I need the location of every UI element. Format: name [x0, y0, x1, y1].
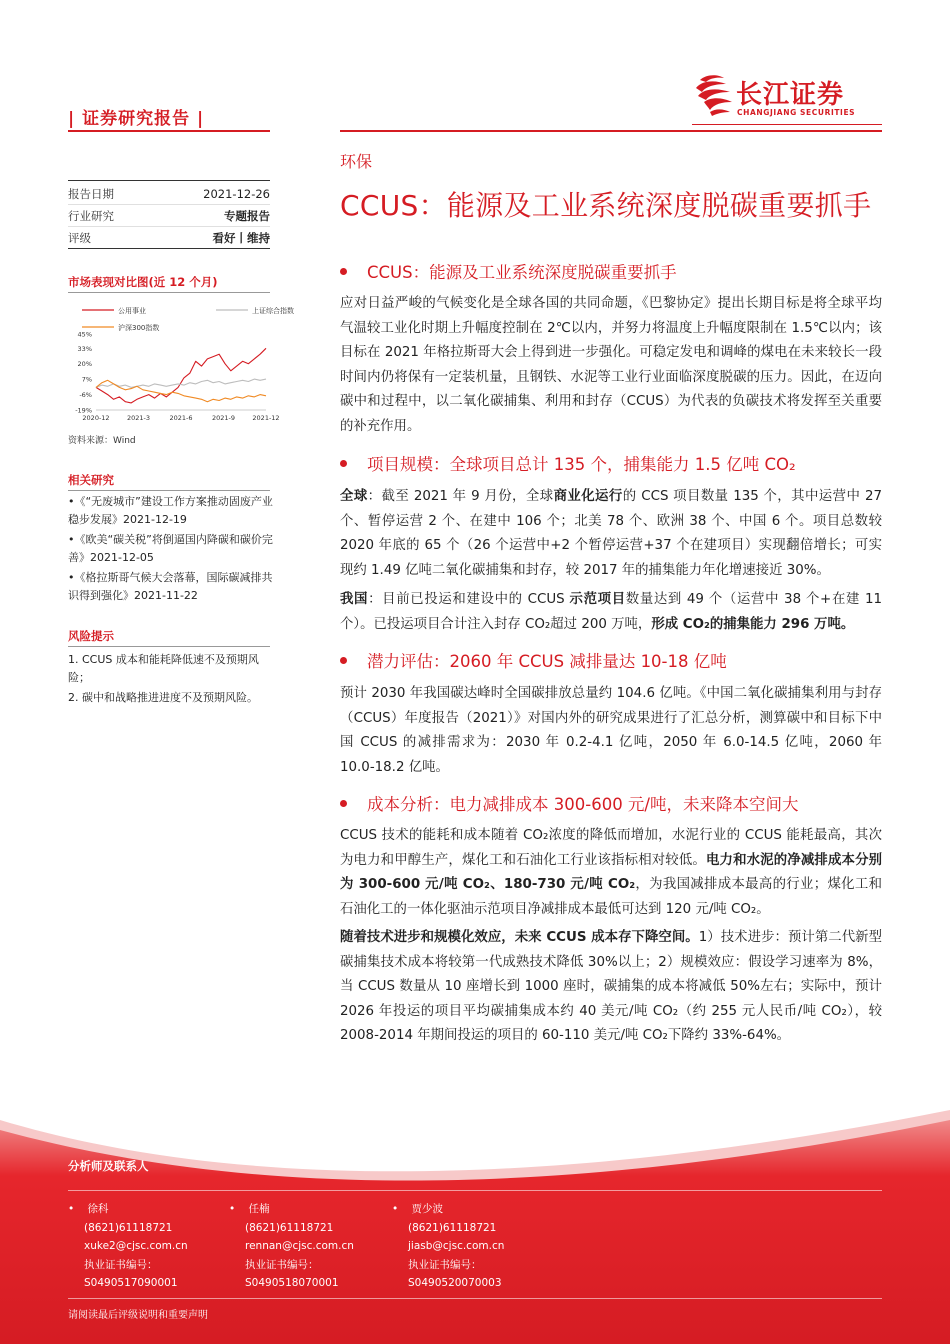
x-tick-label: 2021-9	[211, 414, 236, 422]
analyst-cert-label: 执业证书编号：	[84, 1258, 158, 1271]
rating-value: 看好丨维持	[212, 231, 270, 245]
analyst-cert: S0490518070001	[245, 1277, 339, 1289]
info-key: 行业研究	[68, 209, 114, 223]
y-tick-label: 7%	[81, 375, 92, 384]
right-header-rule	[340, 130, 882, 132]
person-icon: •	[229, 1203, 249, 1215]
chart-source: 资料来源：Wind	[68, 436, 136, 446]
legend-label: 沪深300指数	[118, 324, 160, 332]
brand-name-en: CHANGJIANG SECURITIES	[737, 108, 856, 117]
paragraph: CCUS 技术的能耗和成本随着 CO₂浓度的降低而增加，水泥行业的 CCUS 能耗最高，其次为电力和甲醇生产，煤化工和石油化工行业该指标相对较低。电力和水泥的净减排成本分别为 300-600 元/吨 CO₂、180-730 元/吨 CO₂，为我国减排成本最高的行业；煤化工和石油化工的一体化驱油示范项目净减排成本最低可达到 120 元/吨 CO₂。	[340, 828, 883, 917]
section-heading: 成本分析：电力减排成本 300-600 元/吨，未来降本空间大	[340, 791, 799, 815]
bullet-icon	[340, 800, 347, 807]
related-research-rule	[68, 490, 270, 491]
person-icon: •	[68, 1203, 88, 1215]
x-tick-label: 2021-12	[252, 414, 280, 422]
info-row-rating	[68, 227, 270, 249]
x-tick-label: 2020-12	[82, 414, 110, 422]
person-icon: •	[392, 1203, 412, 1215]
legend-label: 上证综合指数	[252, 307, 294, 315]
related-research-heading: 相关研究	[68, 473, 114, 487]
info-key: 报告日期	[68, 187, 114, 201]
info-value: 专题报告	[224, 209, 270, 223]
analyst-card	[392, 1200, 504, 1293]
analyst-card	[229, 1200, 354, 1293]
logo-underline	[692, 124, 882, 125]
list-item: 1. CCUS 成本和能耗降低速不及预期风险；	[68, 653, 259, 684]
section-heading: 潜力评估：2060 年 CCUS 减排量达 10-18 亿吨	[340, 648, 727, 672]
info-table-top-rule	[68, 180, 270, 181]
y-tick-label: -6%	[79, 391, 92, 400]
bullet-icon	[340, 460, 347, 467]
info-value: 2021-12-26	[203, 187, 270, 201]
list-item[interactable]: •《欧美“碳关税”将倒逼国内降碳和碳价完善》2021-12-05	[68, 533, 273, 564]
analyst-phone: (8621)61118721	[84, 1221, 173, 1234]
bullet-icon	[340, 657, 347, 664]
disclaimer: 请阅读最后评级说明和重要声明	[68, 1310, 208, 1321]
list-item[interactable]: •《格拉斯哥气候大会落幕，国际碳减排共识得到强化》2021-11-22	[68, 571, 273, 602]
analyst-heading: 分析师及联系人	[68, 1159, 149, 1173]
paragraph: 我国：目前已投运和建设中的 CCUS 示范项目数量达到 49 个（运营中 38 个+在建 11 个）。已投运项目合计注入封存 CO₂超过 200 万吨，形成 CO₂的捕集能力 296 万吨。	[340, 592, 883, 632]
related-research-list	[68, 493, 274, 607]
section-heading: 项目规模：全球项目总计 135 个，捕集能力 1.5 亿吨 CO₂	[340, 451, 796, 475]
risk-list	[68, 651, 274, 709]
analyst-email[interactable]: rennan@cjsc.com.cn	[245, 1240, 354, 1252]
paragraph: 随着技术进步和规模化效应，未来 CCUS 成本存下降空间。1）技术进步：预计第二代新型碳捕集技术成本将较第一代成熟技术降低 30%以上；2）规模效应：假设学习速率为 8%，当 CCUS 数量从 10 座增长到 1000 座时，碳捕集的成本将减低 50%左右；实际中，预计 2026 年投运的项目平均碳捕集成本约 40 美元/吨 CO₂（约 255 元人民币/吨 CO₂），较 2008-2014 年期间投运的项目的 60-110 美元/吨 CO₂下降约 33%-64%。	[340, 930, 882, 1044]
risk-rule	[68, 646, 270, 647]
footer-rule	[68, 1298, 882, 1299]
list-item[interactable]: •《“无废城市”建设工作方案推动固废产业稳步发展》2021-12-19	[68, 495, 273, 526]
analyst-name-row: • 贾少波	[392, 1203, 444, 1215]
paragraph: 预计 2030 年我国碳达峰时全国碳排放总量约 104.6 亿吨。《中国二氧化碳捕集利用与封存（CCUS）年度报告（2021）》对国内外的研究成果进行了汇总分析，测算碳中和目标下中国 CCUS 的减排需求为：2030 年 0.2-4.1 亿吨，2050 年 6.0-14.5 亿吨，2060 年 10.0-18.2 亿吨。	[340, 686, 882, 775]
x-tick-label: 2021-3	[126, 414, 151, 422]
market-performance-chart	[66, 298, 294, 428]
left-header-rule	[68, 130, 270, 132]
section-heading: CCUS：能源及工业系统深度脱碳重要抓手	[340, 259, 677, 283]
page-title: CCUS：能源及工业系统深度脱碳重要抓手	[340, 189, 872, 222]
analyst-email[interactable]: jiasb@cjsc.com.cn	[408, 1240, 505, 1252]
y-tick-label: 20%	[77, 360, 92, 369]
chart-heading-rule	[68, 292, 270, 293]
brand-name-cn: 长江证券	[736, 80, 845, 110]
legend-label: 公用事业	[118, 307, 146, 315]
info-row-type	[68, 205, 270, 227]
paragraph: 应对日益严峻的气候变化是全球各国的共同命题，《巴黎协定》提出长期目标是将全球平均气温较工业化时期上升幅度控制在 2℃以内，并努力将温度上升幅度限制在 1.5℃以内；该目标在 2021 年格拉斯哥大会上得到进一步强化。可稳定发电和调峰的煤电在未来较长一段时间内仍将保有一定装机量，且钢铁、水泥等工业行业面临深度脱碳的压力。因此，在迈向碳中和过程中，以二氧化碳捕集、利用和封存（CCUS）为代表的负碳技术将发挥至关重要的补充作用。	[340, 296, 882, 434]
analyst-name-row: • 徐科	[68, 1203, 109, 1215]
report-type-label: | 证券研究报告 |	[68, 109, 205, 129]
y-tick-label: 45%	[77, 330, 92, 339]
analyst-cert: S0490520070003	[408, 1277, 502, 1289]
chart-heading: 市场表现对比图(近 12 个月)	[68, 275, 218, 289]
analyst-phone: (8621)61118721	[408, 1221, 497, 1234]
paragraph: 全球：截至 2021 年 9 月份，全球商业化运行的 CCS 项目数量 135 个，其中运营中 27 个、暂停运营 2 个、在建中 106 个；北美 78 个、欧洲 38 个、中国 6 个。项目总数较 2020 年底的 65 个（26 个运营中+2 个暂停运营+37 个在建项目）实现翻倍增长；可实现约 1.49 亿吨二氧化碳捕集和封存，较 2017 年的捕集能力年化增速接近 30%。	[340, 489, 883, 578]
analyst-name-row: • 任楠	[229, 1203, 270, 1215]
analyst-phone: (8621)61118721	[245, 1221, 334, 1234]
analyst-cert: S0490517090001	[84, 1277, 178, 1289]
info-key: 评级	[68, 231, 91, 245]
y-tick-label: -19%	[75, 406, 92, 415]
analyst-card	[68, 1200, 188, 1293]
sector-label: 环保	[340, 152, 373, 171]
list-item: 2. 碳中和战略推进进度不及预期风险。	[68, 691, 258, 704]
risk-heading: 风险提示	[68, 629, 114, 643]
analyst-email[interactable]: xuke2@cjsc.com.cn	[84, 1240, 188, 1252]
x-tick-label: 2021-6	[169, 414, 193, 422]
brand-emblem-icon	[692, 72, 734, 116]
analyst-cert-label: 执业证书编号：	[245, 1258, 319, 1271]
bullet-icon	[340, 268, 347, 275]
footer-rule	[68, 1190, 882, 1191]
analyst-cert-label: 执业证书编号：	[408, 1258, 482, 1271]
y-tick-label: 33%	[77, 344, 92, 353]
info-row-date	[68, 183, 270, 205]
brand-logo	[692, 72, 892, 122]
